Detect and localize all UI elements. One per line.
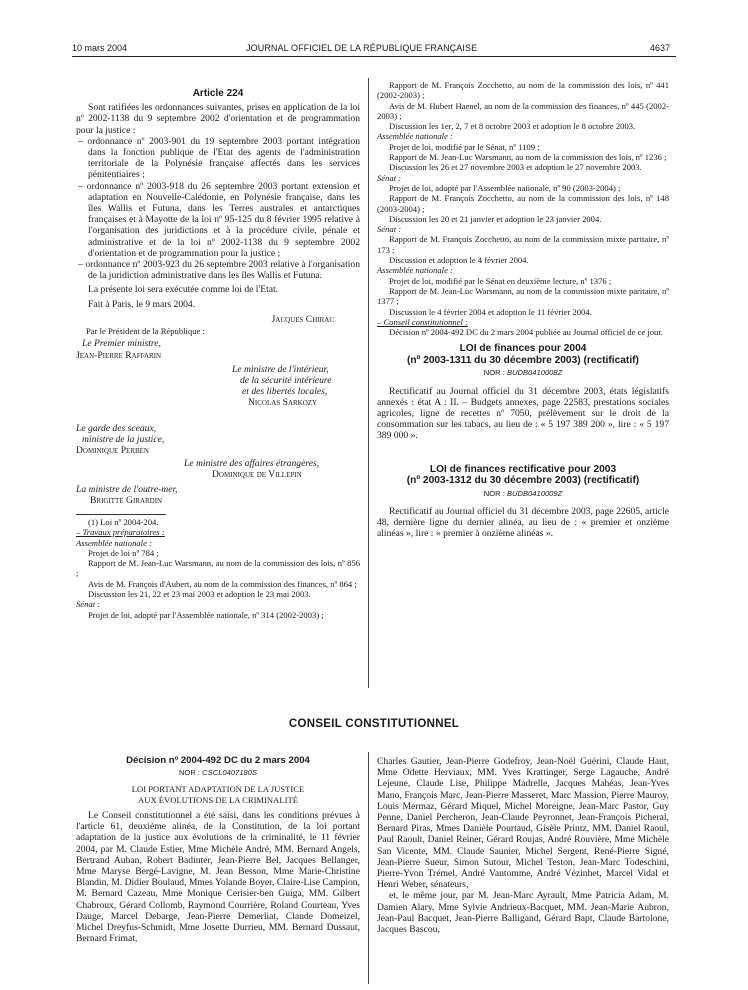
fait-a-paris: Fait à Paris, le 9 mars 2004. xyxy=(88,298,196,310)
decision-text-right-2: et, le même jour, par M. Jean-Marc Ayrault, Mme Patricia Adam, M. Damien Alary, Mme Sylvie Andrieux-Bacquet, MM. Jean-Marie Aubron, Jean-Paul Bacquet, Jean-Pierre Balligand, Gérard Bapt, Claude Bartolone, Jacques Bascou, xyxy=(377,890,669,936)
conseil-heading: CONSEIL CONSTITUTIONNEL xyxy=(288,718,460,730)
ordonnance-item-1: – ordonnance nº 2003-901 du 19 septembre 2003 portant intégration dans la fonction publique de l'Etat des agents de l'administration territoriale de la Polynésie française affectés dans les services pénitentiaires ; xyxy=(78,135,360,181)
loi1-text: Rectificatif au Journal officiel du 31 décembre 2003, états législatifs annexés : état A : II. – Budgets annexes, page 22583, prestations sociales agricoles, ligne de recettes nº 7050, prélèvement sur le droit de la consommation sur les tabacs, au lieu de : « 5 197 389 200 », lire : « 5 197 389 000 ». xyxy=(377,385,669,442)
conseil-left-column xyxy=(76,755,360,944)
signature-president: Jacques Chirac xyxy=(271,313,334,325)
loi2-title-line1: LOI de finances rectificative pour 2003 xyxy=(429,463,617,475)
footnote-line: Décision nº 2004-492 DC du 2 mars 2004 publiée au Journal officiel de ce jour. xyxy=(389,327,663,338)
decision-subtitle-1: LOI PORTANT ADAPTATION DE LA JUSTICE xyxy=(131,784,305,795)
footnote-line: Discussion les 20 et 21 janvier et adoption le 23 janvier 2004. xyxy=(389,213,602,224)
decision-text-left: Le Conseil constitutionnel a été saisi, dans les conditions prévues à l'article 61, deuxième alinéa, de la Constitution, de la loi portant adaptation de la justice aux évolutions de la criminalité, le 11 février 2004, par M. Claude Estier, Mme Michèle André, MM. Bernard Angels, Bertrand Auban, Robert Badinter, Jean-Pierre Bel, Jacques Bellanger, Mme Maryse Bergé-Lavigne, M. Jean Besson, Mme Marie-Christine Blandin, M. Didier Boulaud, Mmes Yolande Boyer, Claire-Lise Campion, M. Bernard Cazeau, Mme Monique Cerisier-ben Guiga, MM. Gilbert Chabroux, Gérard Collomb, Raymond Courrière, Roland Courteau, Yves Dauge, Marcel Debarge, Jean-Pierre Demerliat, Claude Domeizel, Michel Dreyfus-Schmidt, Mme Josette Durrieu, MM. Bernard Dussaut, Bernard Frimat, xyxy=(76,810,360,945)
footnote-line: Discussion et adoption le 4 février 2004. xyxy=(389,255,529,266)
footnote-line: Rapport de M. François Zocchetto, au nom de la commission mixte paritaire, nº 173 ; xyxy=(377,234,669,255)
decision-nor xyxy=(76,767,360,778)
article-title: Article 224 xyxy=(192,88,244,99)
footnote-line: Rapport de M. Jean-Luc Warsmann, au nom de la commission des lois, nº 1236 ; xyxy=(389,152,667,163)
ordonnance-item-3: – ordonnance nº 2003-923 du 26 septembre 2003 relative à l'organisation de la juridiction administrative dans les îles Wallis et Futuna. xyxy=(78,259,360,282)
loi1-nor-code: BUDB0410008Z xyxy=(506,368,563,378)
loi1-title-line2: (nº 2003-1311 du 30 décembre 2003) (rectificatif) xyxy=(407,354,639,366)
left-column xyxy=(76,88,360,620)
footnote-line: Sénat : xyxy=(377,224,402,235)
loi1-nor-label: NOR : xyxy=(483,368,505,378)
footnote-line: Rapport de M. François Zocchetto, au nom de la commission des lois, nº 441 (2002-2003) ; xyxy=(377,80,669,101)
footnote-line: Sénat : xyxy=(76,599,101,610)
footnote-line: Discussion le 4 février 2004 et adoption le 11 février 2004. xyxy=(389,306,592,317)
right-column xyxy=(377,80,669,539)
loi1-nor xyxy=(377,367,669,378)
header-date: 10 mars 2004 xyxy=(72,43,128,53)
footnote-line: Projet de loi, modifié par le Sénat en deuxième lecture, nº 1376 ; xyxy=(389,275,612,286)
ministre-interieur-title-2: de la sécurité intérieure xyxy=(240,374,332,386)
column-separator xyxy=(368,78,369,688)
loi1-title-line1: LOI de finances pour 2004 xyxy=(459,343,587,355)
conseil-column-separator xyxy=(368,752,369,984)
header-rule xyxy=(72,56,676,57)
footnote-line: Rapport de M. François Zocchetto, au nom de la commission des lois, nº 148 (2003-2004) ; xyxy=(377,193,669,214)
footnote-line: Discussion les 1er, 2, 7 et 8 octobre 2003 et adoption le 8 octobre 2003. xyxy=(389,121,636,132)
loi2-nor-code: BUDB0410009Z xyxy=(506,488,563,498)
footnote-line: Assemblée nationale : xyxy=(377,131,453,142)
ministre-interieur-name: Nicolas Sarkozy xyxy=(248,397,318,409)
decision-text-right-1: Charles Gautier, Jean-Pierre Godefroy, Jean-Noël Guérini, Claude Haut, Mme Odette Herviaux, MM. Yves Krattinger, Serge Lagauche, André Lejeune, Claude Lise, Philippe Madrelle, Jacques Mahéas, Jean-Yves Mano, François Marc, Jean-Pierre Masseret, Marc Massion, Pierre Mauroy, Louis Mermaz, Gérard Miquel, Michel Moreigne, Jean-Marc Pastor, Guy Penne, Daniel Percheron, Jean-Claude Peyronnet, Jean-François Picheral, Bernard Piras, Mmes Danièle Pourtaud, Gisèle Printz, MM. Daniel Raoul, Paul Raoult, Daniel Reiner, Gérard Roujas, André Rouvière, Mme Michèle San Vicente, MM. Claude Saunier, Michel Sergent, René-Pierre Signé, Jean-Pierre Sueur, Simon Sutour, Michel Teston, Jean-Marc Todeschini, Pierre-Yvon Trémel, André Vantomme, André Vézinhet, Marcel Vidal et Henri Weber, sénateurs, xyxy=(377,756,669,891)
footnote-line: Projet de loi nº 784 ; xyxy=(88,547,159,558)
ministre-ae-name: Dominique de Villepin xyxy=(212,469,302,481)
footnote-line: Discussion les 21, 22 et 23 mai 2003 et adoption le 23 mai 2003. xyxy=(88,589,311,600)
footnote-line: Discussion les 26 et 27 novembre 2003 et adoption le 27 novembre 2003. xyxy=(389,162,642,173)
garde-des-sceaux-title-2: ministre de la justice, xyxy=(82,433,165,445)
header-page-number: 4637 xyxy=(650,43,671,53)
decision-nor-code: CSCL0407180S xyxy=(202,768,258,778)
footnote-line: Projet de loi, adopté par l'Assemblée nationale, nº 90 (2003-2004) ; xyxy=(389,182,621,193)
footnote-line: – Conseil constitutionnel : xyxy=(377,316,468,327)
footnote-line: Avis de M. François d'Aubert, au nom de la commission des finances, nº 864 ; xyxy=(88,578,357,589)
loi2-title-line2: (nº 2003-1312 du 30 décembre 2003) (rectificatif) xyxy=(406,475,640,487)
ministre-ae-title: Le ministre des affaires étrangères, xyxy=(184,458,320,470)
execution-clause: La présente loi sera exécutée comme loi de l'Etat. xyxy=(88,284,279,296)
footnotes-left xyxy=(76,517,360,620)
ministre-om-name: Brigitte Girardin xyxy=(90,494,163,506)
footnotes-right xyxy=(377,80,669,337)
footnote-line: Avis de M. Hubert Haenel, au nom de la commission des finances, nº 445 (2002-2003) ; xyxy=(377,100,669,121)
ministre-interieur-title: Le ministre de l'intérieur, xyxy=(232,363,329,375)
decision-subtitle-2: AUX ÉVOLUTIONS DE LA CRIMINALITÉ xyxy=(138,794,298,805)
footnote-line: (1) Loi nº 2004-204. xyxy=(88,517,159,527)
decision-title: Décision nº 2004-492 DC du 2 mars 2004 xyxy=(126,755,310,766)
footnote-line: Assemblée nationale : xyxy=(76,537,152,548)
footnote-line: Rapport de M. Jean-Luc Warsmann, au nom de la commission des lois, nº 856 ; xyxy=(76,558,360,579)
footnote-line: Projet de loi, modifié par le Sénat, nº 1109 ; xyxy=(389,141,540,152)
loi2-title xyxy=(377,464,669,487)
premier-ministre-name: Jean-Pierre Raffarin xyxy=(76,349,162,361)
article-intro: Sont ratifiées les ordonnances suivantes, prises en application de la loi nº 2002-1138 du 9 septembre 2002 d'orientation et de programmation pour la justice : xyxy=(76,102,360,136)
footnote-line: Rapport de M. Jean-Luc Warsmann, au nom de la commission mixte paritaire, nº 1377 ; xyxy=(377,285,669,307)
footnote-rule xyxy=(76,514,166,515)
premier-ministre-title: Le Premier ministre, xyxy=(82,338,161,350)
decision-nor-label: NOR : xyxy=(178,768,201,778)
loi2-nor-label: NOR : xyxy=(483,488,505,498)
loi2-nor xyxy=(377,488,669,499)
loi2-text: Rectificatif au Journal officiel du 31 décembre 2003, page 22605, article 48, dernière ligne du dernier alinéa, au lieu de : « premier et onzième alinéas », lire : « premier à onzième alinéas ». xyxy=(377,505,669,540)
garde-des-sceaux-title: Le garde des sceaux, xyxy=(76,422,157,434)
ministre-interieur-title-3: et des libertés locales, xyxy=(242,386,328,398)
footnote-line: – Travaux préparatoires : xyxy=(76,527,165,538)
footnote-line: Projet de loi, adopté par l'Assemblée nationale, nº 314 (2002-2003) ; xyxy=(88,609,324,620)
ministre-om-title: La ministre de l'outre-mer, xyxy=(76,483,178,495)
footnote-line: Assemblée nationale : xyxy=(377,265,453,276)
ordonnance-item-2: – ordonnance nº 2003-918 du 26 septembre 2003 portant extension et adaptation en Nouvelle-Calédonie, en Polynésie française, dans les îles Wallis et Futuna, dans les Terres australes et antarctiques françaises et à Mayotte de la loi nº 95-125 du 8 février 1995 relative à l'organisation des juridictions et à la procédure civile, pénale et administrative et de la loi nº 2002-1138 du 9 septembre 2002 d'orientation et de programmation pour la justice ; xyxy=(78,180,360,259)
par-le-president: Par le Président de la République : xyxy=(86,326,205,337)
header-journal-title: JOURNAL OFFICIEL DE LA RÉPUBLIQUE FRANÇAISE xyxy=(246,43,478,53)
loi1-title xyxy=(377,343,669,366)
footnote-line: Sénat : xyxy=(377,172,402,183)
conseil-right-column xyxy=(377,756,669,935)
garde-des-sceaux-name: Dominique Perben xyxy=(76,444,149,456)
